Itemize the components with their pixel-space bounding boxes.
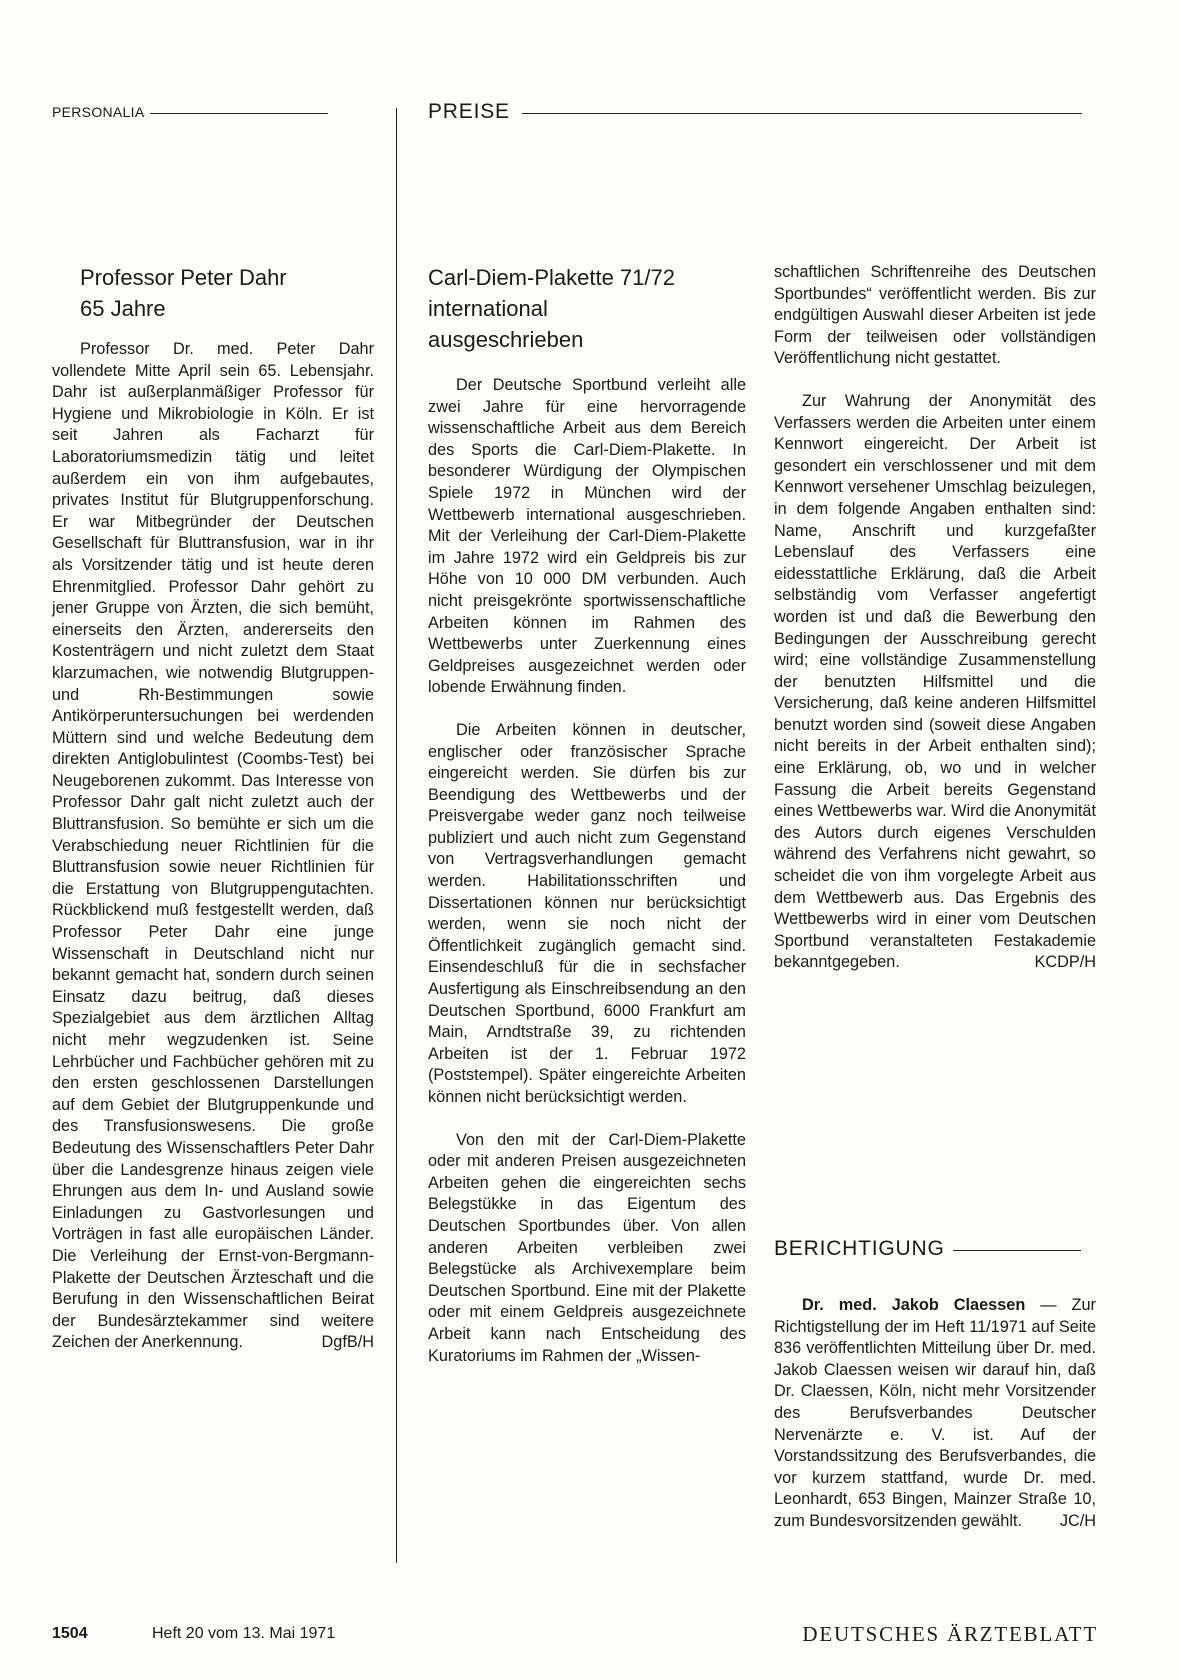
header-rule-left — [150, 113, 328, 114]
paragraph-text: Professor Dr. med. Peter Dahr vollendete Mitte April sein 65. Lebensjahr. Dahr ist außerplanmäßiger Professor für Hygiene und Mikrobiologie in Köln. Er ist seit Jahren als Facharzt für Laboratoriumsmedizin tätig und leitet außerdem ein von ihm aufgebautes, privates Institut für Blutgruppenforschung. Er war Mitbegründer der Deutschen Gesellschaft für Bluttransfusion, war in ihr als Vorsitzender tätig und ist heute deren Ehrenmitglied. Professor Dahr gehört zu jener Gruppe von Ärzten, die sich bemüht, einerseits den Ärzten, andererseits den Kostenträgern und nicht zuletzt dem Staat klarzumachen, wie notwendig Blutgruppen- und Rh-Bestimmungen sowie Antikörperuntersuchungen bei werdenden Müttern sind und welche Bedeutung dem direkten Antiglobulintest (Coombs-Test) bei Neugeborenen zukommt. Das Interesse von Professor Dahr galt nicht zuletzt auch der Bluttransfusion. So bemühte er sich um die Verabschiedung neuer Richtlinien für die Bluttransfusion sowie neuer Richtlinien für die Erstattung von Blutgruppengutachten. Rückblickend muß festgestellt werden, daß Professor Peter Dahr eine junge Wissenschaft in Deutschland nicht nur bekannt gemacht hat, sondern durch seinen Einsatz dazu beitrug, daß dieses Spezialgebiet aus dem ärztlichen Alltag nicht mehr wegzudenken ist. Seine Lehrbücher und Fachbücher gehören mit zu den ersten geschlossenen Darstellungen auf dem Gebiet der Blutgruppenkunde und des Transfusionswesens. Die große Bedeutung des Wissenschaftlers Peter Dahr über die Landesgrenze hinaus zeigen viele Ehrungen aus dem In- und Ausland sowie Einladungen zu Gastvorlesungen und Vorträgen in fast alle europäischen Länder. Die Verleihung der Ernst-von-Bergmann-Plakette der Deutschen Ärzteschaft und die Berufung in den Wissenschaftlichen Beirat der Bundesärztekammer sind weitere Zeichen der Anerkennung. — [52, 340, 374, 1352]
article-body-dahr — [52, 339, 374, 1354]
header-rule-berichtigung — [953, 1250, 1081, 1251]
paragraph — [52, 339, 374, 1354]
article-title-dahr — [80, 262, 287, 324]
correction-body — [774, 1295, 1096, 1533]
article-title-carl-diem — [428, 262, 675, 355]
header-rule-right — [522, 113, 1082, 114]
paragraph-text: Zur Wahrung der Anonymität des Verfassers werden die Arbeiten unter einem Kennwort eingereicht. Der Arbeit ist gesondert ein verschlossener und mit dem Kennwort versehener Umschlag beizulegen, in dem folgende Angaben enthalten sind: Name, Anschrift und kurzgefaßter Lebenslauf des Verfassers eine eidesstattliche Erklärung, daß die Arbeit selbständig vom Verfasser angefertigt worden ist und daß die Bewerbung den Bedingungen der Ausschreibung gerecht wird; eine vollständige Zusammenstellung der benutzten Hilfsmittel und die Versicherung, daß keine anderen Hilfsmittel benutzt worden sind (soweit diese Angaben nicht bereits in der Arbeit enthalten sind); eine Erklärung, ob, wo und in welcher Fassung die Arbeit bereits Gegenstand eines Wettbewerbs war. Wird die Anonymität des Autors durch eigenes Verschulden während des Verfahrens nicht gewahrt, so scheidet die von ihm vorgelegte Arbeit aus dem Wettbewerb aus. Das Ergebnis des Wettbewerbs wird in einer vom Deutschen Sportbund veranstalteten Festakademie bekanntgegeben. — [774, 391, 1096, 972]
paragraph: Der Deutsche Sportbund verleiht alle zwei Jahre für eine hervorragende wissenschaftliche Arbeit aus dem Bereich des Sports die Carl-Diem-Plakette. In besonderer Würdigung der Olympischen Spiele 1972 in München wird der Wettbewerb international ausgeschrieben. Mit der Verleihung der Carl-Diem-Plakette im Jahre 1972 wird ein Geldpreis bis zur Höhe von 10 000 DM verbunden. Auch nicht preisgekrönte sportwissenschaftliche Arbeiten können im Rahmen des Wettbewerbs unter Zuerkennung eines Geldpreises ausgezeichnet werden oder lobende Erwähnung finden. — [428, 376, 746, 697]
section-header-preise — [428, 100, 1082, 124]
article-body-continued — [774, 262, 1096, 974]
title-line-1: Professor Peter Dahr — [80, 265, 287, 290]
section-header-personalia — [52, 104, 328, 120]
correction-text: — Zur Richtigstellung der im Heft 11/1971 auf Seite 836 veröffentlichten Mitteilung über Dr. med. Jakob Claessen weisen wir darauf hin, daß Dr. Claessen, Köln, nicht mehr Vorsitzender des Berufsverbandes Deutscher Nervenärzte e. V. ist. Auf der Vorstandssitzung des Berufsverbandes, die vor kurzem stattfand, wurde Dr. med. Leonhardt, 653 Bingen, Mainzer Straße 10, zum Bundesvorsitzenden gewählt. — [774, 1296, 1096, 1530]
paragraph: Von den mit der Carl-Diem-Plakette oder mit anderen Preisen ausgezeichneten Arbeiten gehen die eingereichten sechs Belegstükke in das Eigentum des Deutschen Sportbundes über. Von allen anderen Arbeiten verbleiben zwei Belegstücke als Archivexemplare beim Deutschen Sportbund. Eine mit der Plakette oder mit einem Geldpreis ausgezeichnete Arbeit kann nach Entscheidung des Kuratoriums im Rahmen der „Wissen- — [428, 1130, 746, 1365]
title-line-1: Carl-Diem-Plakette 71/72 — [428, 265, 675, 290]
section-label-personalia: PERSONALIA — [52, 104, 145, 120]
issue-info: Heft 20 vom 13. Mai 1971 — [152, 1625, 336, 1642]
publication-name: DEUTSCHES ÄRZTEBLATT — [802, 1622, 1098, 1646]
article-body-carl-diem — [428, 375, 746, 1367]
paragraph: Die Arbeiten können in deutscher, englischer oder französischer Sprache eingereicht werden. Sie dürfen bis zur Beendigung des Wettbewerbs und der Preisvergabe weder ganz noch teilweise publiziert und auch nicht zum Gegenstand von Vertragsverhandlungen gemacht werden. Habilitationsschriften und Dissertationen können nur berücksichtigt werden, wenn sie noch nicht der Öffentlichkeit zugänglich gemacht sind. Einsendeschluß für die in sechsfacher Ausfertigung als Einschreibsendung an den Deutschen Sportbund, 6000 Frankfurt am Main, Arndtstraße 39, zu richtenden Arbeiten ist der 1. Februar 1972 (Poststempel). Später eingereichte Arbeiten können nicht berücksichtigt werden. — [428, 720, 746, 1106]
page-number: 1504 — [52, 1625, 88, 1642]
title-line-2: international — [428, 296, 548, 321]
signature-dgfb: DgfB/H — [321, 1333, 374, 1352]
section-label-berichtigung: BERICHTIGUNG — [774, 1237, 945, 1260]
column-divider — [396, 108, 397, 1563]
correction-lead-name: Dr. med. Jakob Claessen — [802, 1296, 1026, 1314]
paragraph — [774, 391, 1096, 974]
paragraph: schaftlichen Schriftenreihe des Deutschen Sportbundes“ veröffentlicht werden. Bis zur endgültigen Auswahl dieser Arbeiten ist jede Form der teilweisen oder vollständigen Veröffentlichung nicht gestattet. — [774, 263, 1096, 368]
title-line-3: ausgeschrieben — [428, 327, 584, 352]
section-header-berichtigung — [774, 1237, 1081, 1261]
title-line-2: 65 Jahre — [80, 296, 166, 321]
signature-jc: JC/H — [1059, 1511, 1096, 1530]
section-label-preise: PREISE — [428, 100, 510, 123]
paragraph — [774, 1295, 1096, 1533]
signature-kcdp: KCDP/H — [1034, 953, 1096, 972]
